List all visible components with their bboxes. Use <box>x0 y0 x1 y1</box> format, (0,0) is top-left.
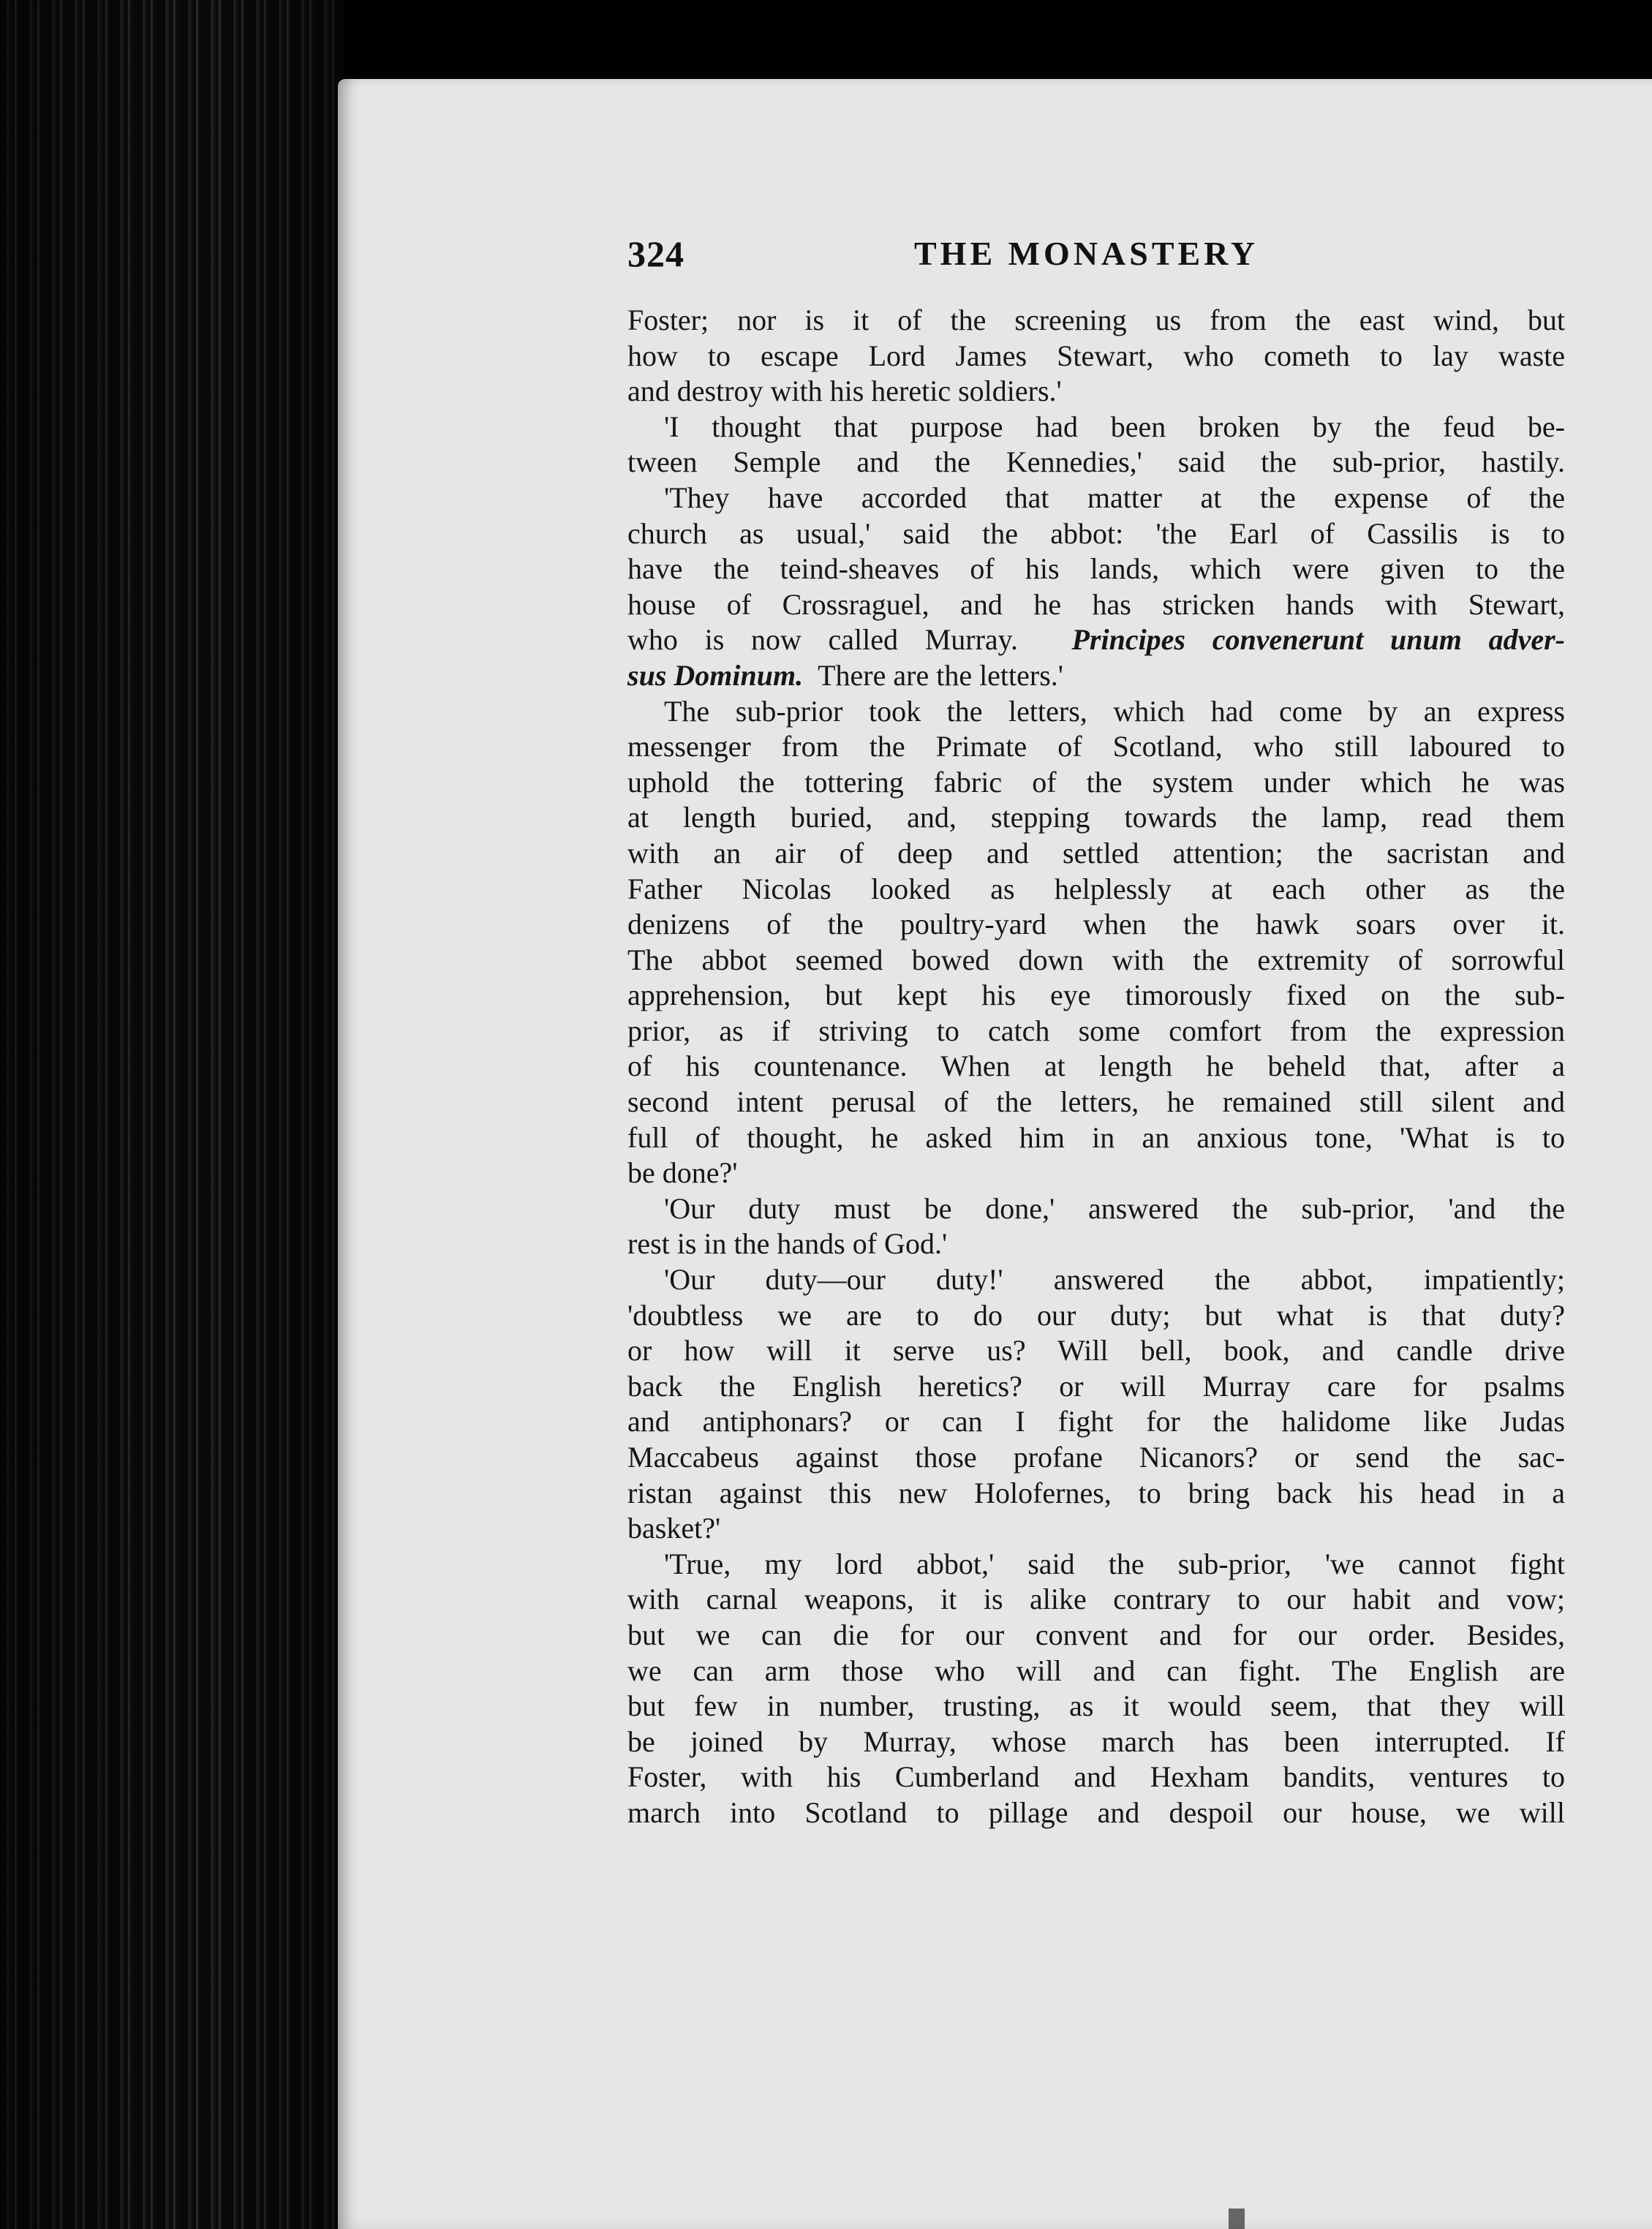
text-line: The sub-prior took the letters, which had come by an express <box>664 694 1565 728</box>
text-line: prior, as if striving to catch some comfort from the expression <box>627 1014 1565 1047</box>
text-line: march into Scotland to pillage and despoil our house, we will <box>627 1795 1565 1829</box>
text-line: uphold the tottering fabric of the system under which he was <box>627 765 1565 799</box>
text-line: have the teind-sheaves of his lands, which were given to the <box>627 552 1565 586</box>
text-line: Foster; nor is it of the screening us from the east wind, but <box>627 303 1565 336</box>
text-line: with an air of deep and settled attention; the sacristan and <box>627 836 1565 870</box>
text-line: house of Crossraguel, and he has stricken hands with Stewart, <box>627 587 1565 621</box>
text-line: be done?' <box>627 1156 738 1190</box>
page-header <box>627 233 1565 276</box>
text-line: Maccabeus against those profane Nicanors? or send the sac- <box>627 1441 1565 1474</box>
text-line: and destroy with his heretic soldiers.' <box>627 374 1062 408</box>
text-line: be joined by Murray, whose march has been interrupted. If <box>627 1724 1565 1758</box>
text-line: at length buried, and, stepping towards the lamp, read them <box>627 801 1565 834</box>
body-text <box>627 303 1565 1831</box>
text-line: but we can die for our convent and for our order. Besides, <box>627 1618 1565 1651</box>
text-line: with carnal weapons, it is alike contrary to our habit and vow; <box>627 1583 1565 1616</box>
text-line: how to escape Lord James Stewart, who cometh to lay waste <box>627 339 1565 372</box>
text-line: full of thought, he asked him in an anxious tone, 'What is to <box>627 1120 1565 1154</box>
text-line: 'Our duty—our duty!' answered the abbot, impatiently; <box>664 1263 1565 1297</box>
running-title: THE MONASTERY <box>914 235 1259 272</box>
text-line: denizens of the poultry-yard when the hawk soars over it. <box>627 908 1565 941</box>
text-line: Father Nicolas looked as helplessly at each other as the <box>627 872 1565 905</box>
text-line: 'True, my lord abbot,' said the sub-prior, 'we cannot fight <box>664 1547 1565 1580</box>
text-line: 'doubtless we are to do our duty; but what is that duty? <box>627 1298 1565 1332</box>
latin-quote: sus Dominum. <box>627 658 804 692</box>
page-number: 324 <box>627 233 684 274</box>
text-line: basket?' <box>627 1512 721 1545</box>
text-segment: who is now called Murray. <box>627 623 1019 657</box>
text-line: 'Our duty must be done,' answered the sub-prior, 'and the <box>664 1191 1565 1225</box>
text-line: tween Semple and the Kennedies,' said the sub-prior, hastily. <box>627 445 1565 479</box>
text-line: and antiphonars? or can I fight for the halidome like Judas <box>627 1405 1565 1438</box>
text-line: ristan against this new Holofernes, to bring back his head in a <box>627 1476 1565 1509</box>
text-line: rest is in the hands of God.' <box>627 1227 948 1261</box>
text-segment: There are the letters.' <box>818 658 1064 692</box>
latin-quote: Principes convenerunt unum adver- <box>1071 623 1565 657</box>
text-line: apprehension, but kept his eye timorously fixed on the sub- <box>627 978 1565 1012</box>
book-spine-shadow <box>0 0 344 2229</box>
text-line: or how will it serve us? Will bell, book, and candle drive <box>627 1334 1565 1368</box>
text-line: second intent perusal of the letters, he remained still silent and <box>627 1085 1565 1119</box>
text-line: of his countenance. When at length he beheld that, after a <box>627 1049 1565 1083</box>
text-line: 'I thought that purpose had been broken by the feud be- <box>664 410 1565 443</box>
text-line: 'They have accorded that matter at the expense of the <box>664 480 1565 514</box>
text-line-with-latin <box>627 658 1565 694</box>
text-line: church as usual,' said the abbot: 'the Earl of Cassilis is to <box>627 516 1565 550</box>
text-line: back the English heretics? or will Murray care for psalms <box>627 1369 1565 1403</box>
text-line-with-latin <box>627 622 1565 658</box>
text-line: The abbot seemed bowed down with the extremity of sorrowful <box>627 943 1565 976</box>
scan-artifact <box>1229 2209 1245 2229</box>
text-line: messenger from the Primate of Scotland, who still laboured to <box>627 730 1565 763</box>
text-line: we can arm those who will and can fight. The English are <box>627 1653 1565 1687</box>
text-line: but few in number, trusting, as it would seem, that they will <box>627 1689 1565 1723</box>
text-line: Foster, with his Cumberland and Hexham bandits, ventures to <box>627 1760 1565 1794</box>
